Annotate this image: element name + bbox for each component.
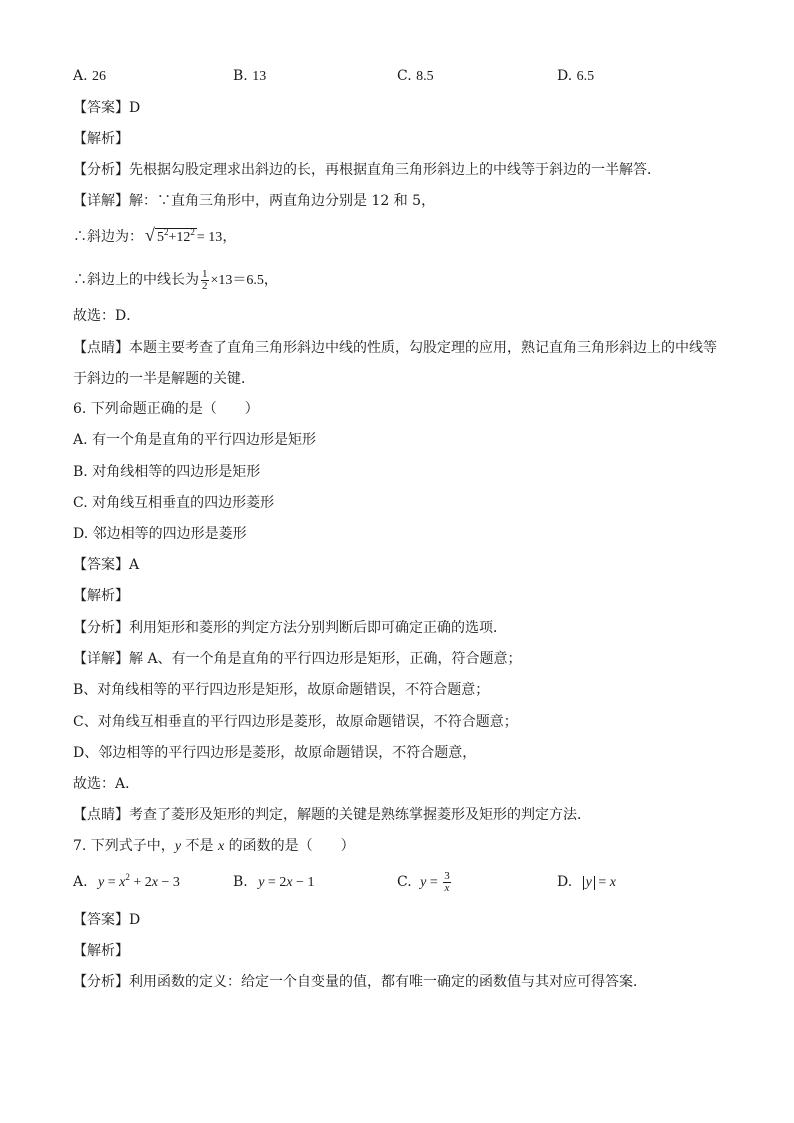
base: 5	[157, 230, 164, 245]
analysis-label: 【分析】	[73, 620, 129, 636]
numerator: 1	[202, 267, 208, 280]
q6-option-b	[73, 462, 260, 482]
term: − 1	[292, 875, 315, 890]
option-letter: A.	[73, 68, 93, 84]
q7-stem	[73, 836, 355, 857]
analysis-label: 【分析】	[73, 162, 129, 178]
detail-label: 【详解】	[73, 651, 129, 667]
q5-conclusion	[73, 306, 140, 326]
analysis-label: 【分析】	[73, 974, 129, 990]
radical-sign: √	[145, 225, 155, 245]
sqrt-expression	[145, 225, 197, 248]
q5-comment-line2	[73, 369, 255, 389]
q7-option-c	[397, 866, 453, 899]
q5-answer	[73, 98, 140, 118]
comment-text: 于斜边的一半是解题的关键．	[73, 371, 255, 387]
option-text: 8.5	[416, 69, 434, 84]
q5-option-b	[233, 66, 266, 87]
jiexi-label: 【解析】	[73, 131, 129, 147]
question-stem: 6. 下列命题正确的是（ ）	[73, 401, 259, 417]
comment-label: 【点睛】	[73, 807, 129, 823]
q6-detail-line2	[73, 680, 489, 700]
q7-option-b	[233, 872, 314, 893]
detail-text: 解：∵直角三角形中，两直角边分别是 12 和 5，	[129, 193, 436, 209]
equals: = 2	[264, 875, 287, 890]
detail-text: 解 A、有一个角是直角的平行四边形是矩形，正确，符合题意；	[129, 651, 522, 667]
exponent: 2	[190, 227, 195, 237]
result: = 13	[196, 230, 223, 245]
equals: =	[104, 875, 120, 890]
comment-text: 本题主要考查了直角三角形斜边中线的性质，勾股定理的应用，熟记直角三角形斜边上的中线等	[129, 340, 717, 356]
analysis-text: 利用矩形和菱形的判定方法分别判断后即可确定正确的选项．	[129, 620, 507, 636]
jiexi-label: 【解析】	[73, 943, 129, 959]
q6-detail-line1	[73, 649, 522, 669]
conclusion-text: 故选：D．	[73, 308, 141, 324]
detail-text: B、对角线相等的平行四边形是矩形，故原命题错误，不符合题意；	[73, 682, 490, 698]
analysis-text: 先根据勾股定理求出斜边的长，再根据直角三角形斜边上的中线等于斜边的一半解答．	[129, 162, 661, 178]
answer-value: A	[129, 557, 140, 573]
q7-option-d	[557, 872, 616, 893]
option-text: 6.5	[576, 69, 595, 84]
q5-analysis	[73, 160, 661, 180]
q6-comment	[73, 805, 591, 825]
jiexi-label: 【解析】	[73, 588, 129, 604]
step-prefix: ∴斜边为：	[73, 229, 143, 245]
radicand	[155, 228, 197, 247]
fraction	[201, 269, 209, 292]
term: − 3	[157, 875, 180, 890]
q7-jiexi	[73, 941, 129, 961]
option-letter: C.	[397, 874, 417, 890]
q5-jiexi	[73, 129, 129, 149]
q5-step1	[73, 227, 236, 248]
option-letter: C.	[397, 68, 417, 84]
q6-jiexi	[73, 586, 129, 606]
denominator: 2	[202, 279, 208, 292]
q7-option-a	[73, 872, 180, 893]
detail-label: 【详解】	[73, 193, 129, 209]
q5-option-d	[557, 66, 594, 87]
q6-analysis	[73, 618, 507, 638]
step-prefix: ∴斜边上的中线长为	[73, 272, 199, 288]
fraction	[443, 871, 451, 894]
option-text: A. 有一个角是直角的平行四边形是矩形	[73, 432, 317, 448]
var-y: y	[174, 839, 182, 854]
plus-term: +12	[168, 230, 191, 245]
answer-value: D	[129, 912, 141, 928]
detail-text: C、对角线互相垂直的平行四边形是菱形，故原命题错误，不符合题意；	[73, 714, 518, 730]
answer-label: 【答案】	[73, 912, 129, 928]
stem-prefix: 7. 下列式子中，	[73, 838, 175, 854]
stem-mid: 不是	[181, 838, 218, 854]
q5-detail	[73, 191, 435, 211]
q6-stem	[73, 399, 259, 419]
conclusion-text: 故选：A．	[73, 776, 140, 792]
denominator: x	[444, 881, 450, 894]
answer-label: 【答案】	[73, 557, 129, 573]
q6-option-c	[73, 493, 274, 513]
step-suffix: ，	[222, 229, 237, 245]
var-x: x	[286, 875, 293, 890]
var-x: x	[609, 875, 616, 890]
step-suffix: ×13＝6.5，	[210, 273, 278, 288]
var-y: y	[420, 875, 427, 890]
stem-suffix: 的函数的是（ ）	[224, 838, 355, 854]
option-letter: B.	[233, 874, 253, 890]
option-letter: A.	[73, 874, 93, 890]
q6-option-d	[73, 524, 247, 544]
option-letter: D.	[557, 68, 577, 84]
exponent: 2	[125, 872, 130, 882]
q5-option-c	[397, 66, 434, 87]
term: + 2	[129, 875, 152, 890]
q7-analysis	[73, 972, 647, 992]
var-x: x	[119, 875, 126, 890]
var-y: y	[98, 875, 105, 890]
option-text: 26	[92, 69, 107, 84]
equals: =	[426, 875, 442, 890]
numerator: 3	[444, 869, 450, 882]
q5-step2	[73, 268, 278, 293]
comment-label: 【点睛】	[73, 340, 129, 356]
q5-option-a	[73, 66, 106, 87]
q6-option-a	[73, 430, 316, 450]
equals: =	[594, 875, 610, 890]
q6-detail-line3	[73, 712, 518, 732]
option-letter: D.	[557, 874, 577, 890]
exponent: 2	[164, 227, 169, 237]
answer-label: 【答案】	[73, 100, 129, 116]
var-x: x	[151, 875, 158, 890]
option-text: 13	[252, 69, 267, 84]
option-text: D. 邻边相等的四边形是菱形	[73, 526, 247, 542]
comment-text: 考查了菱形及矩形的判定，解题的关键是熟练掌握菱形及矩形的判定方法．	[129, 807, 591, 823]
var-y: y	[258, 875, 265, 890]
q5-comment-line1	[73, 338, 717, 358]
var-x: x	[217, 839, 225, 854]
q7-answer	[73, 910, 140, 930]
option-text: B. 对角线相等的四边形是矩形	[73, 464, 261, 480]
analysis-text: 利用函数的定义：给定一个自变量的值，都有唯一确定的函数值与其对应可得答案．	[129, 974, 647, 990]
abs-y: y	[583, 876, 595, 890]
answer-value: D	[129, 100, 141, 116]
q6-detail-line4	[73, 743, 476, 763]
option-letter: B.	[233, 68, 253, 84]
q6-answer	[73, 555, 139, 575]
q6-conclusion	[73, 774, 139, 794]
option-text: C. 对角线互相垂直的四边形菱形	[73, 495, 275, 511]
detail-text: D、邻边相等的平行四边形是菱形，故原命题错误，不符合题意，	[73, 745, 477, 761]
